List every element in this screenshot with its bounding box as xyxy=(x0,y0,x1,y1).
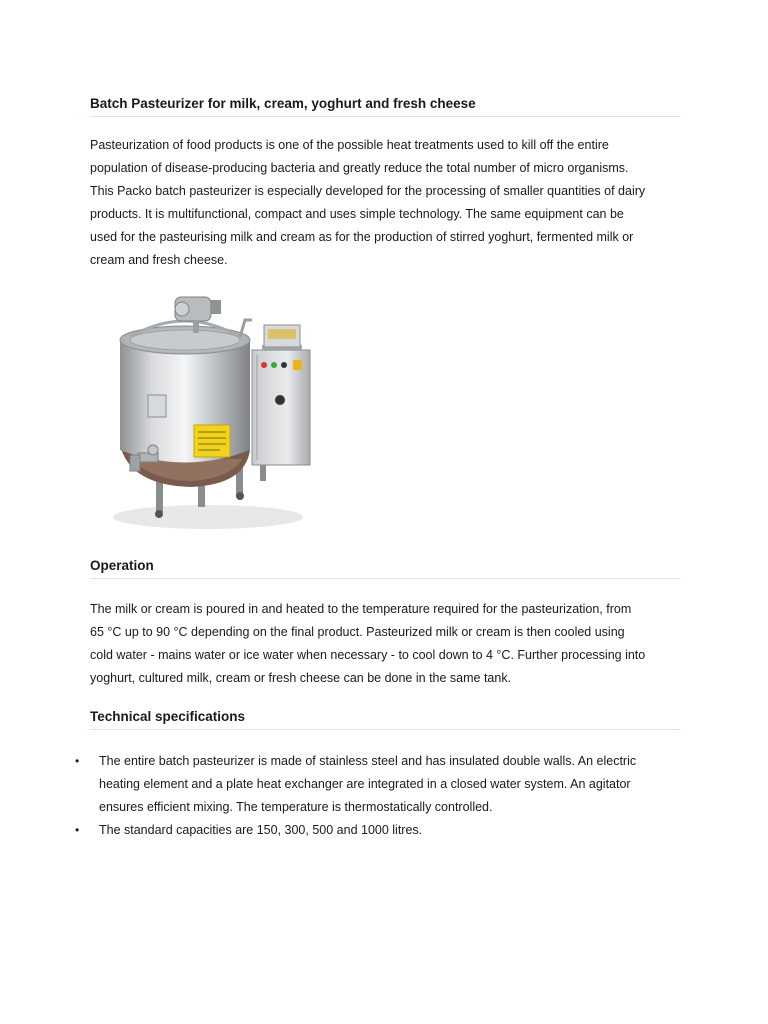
operation-line: The milk or cream is poured in and heated to the temperature required for the pasteurization, from xyxy=(90,602,632,616)
section-heading-operation: Operation xyxy=(90,558,680,579)
list-item-line: The standard capacities are 150, 300, 500 and 1000 litres. xyxy=(99,823,423,837)
operation-line: yoghurt, cultured milk, cream or fresh cheese can be done in the same tank. xyxy=(90,671,512,685)
bullet-icon: • xyxy=(75,754,80,768)
page-title: Batch Pasteurizer for milk, cream, yoghurt and fresh cheese xyxy=(90,96,680,117)
intro-line: products. It is multifunctional, compact and uses simple technology. The same equipment can be xyxy=(90,207,624,221)
operation-paragraph xyxy=(90,598,690,690)
intro-line: population of disease-producing bacteria and greatly reduce the total number of micro organisms. xyxy=(90,161,629,175)
batch-pasteurizer-image xyxy=(90,285,326,540)
operation-line: 65 °C up to 90 °C depending on the final product. Pasteurized milk or cream is then cooled using xyxy=(90,625,625,639)
list-item-line: ensures efficient mixing. The temperature is thermostatically controlled. xyxy=(99,800,493,814)
section-heading-technical-specifications: Technical specifications xyxy=(90,709,680,730)
list-item xyxy=(0,819,768,842)
intro-line: used for the pasteurising milk and cream as for the production of stirred yoghurt, fermented milk or xyxy=(90,230,634,244)
list-item-line: heating element and a plate heat exchanger are integrated in a closed water system. An agitator xyxy=(99,777,631,791)
list-item-line: The entire batch pasteurizer is made of stainless steel and has insulated double walls. An electric xyxy=(99,754,637,768)
intro-paragraph xyxy=(90,134,690,272)
intro-line: Pasteurization of food products is one of the possible heat treatments used to kill off the entire xyxy=(90,138,609,152)
bullet-icon: • xyxy=(75,823,80,837)
intro-line: cream and fresh cheese. xyxy=(90,253,228,267)
list-item xyxy=(0,750,768,819)
specs-list xyxy=(0,750,768,842)
operation-line: cold water - mains water or ice water when necessary - to cool down to 4 °C. Further processing into xyxy=(90,648,646,662)
intro-line: This Packo batch pasteurizer is especially developed for the processing of smaller quantities of dairy xyxy=(90,184,646,198)
